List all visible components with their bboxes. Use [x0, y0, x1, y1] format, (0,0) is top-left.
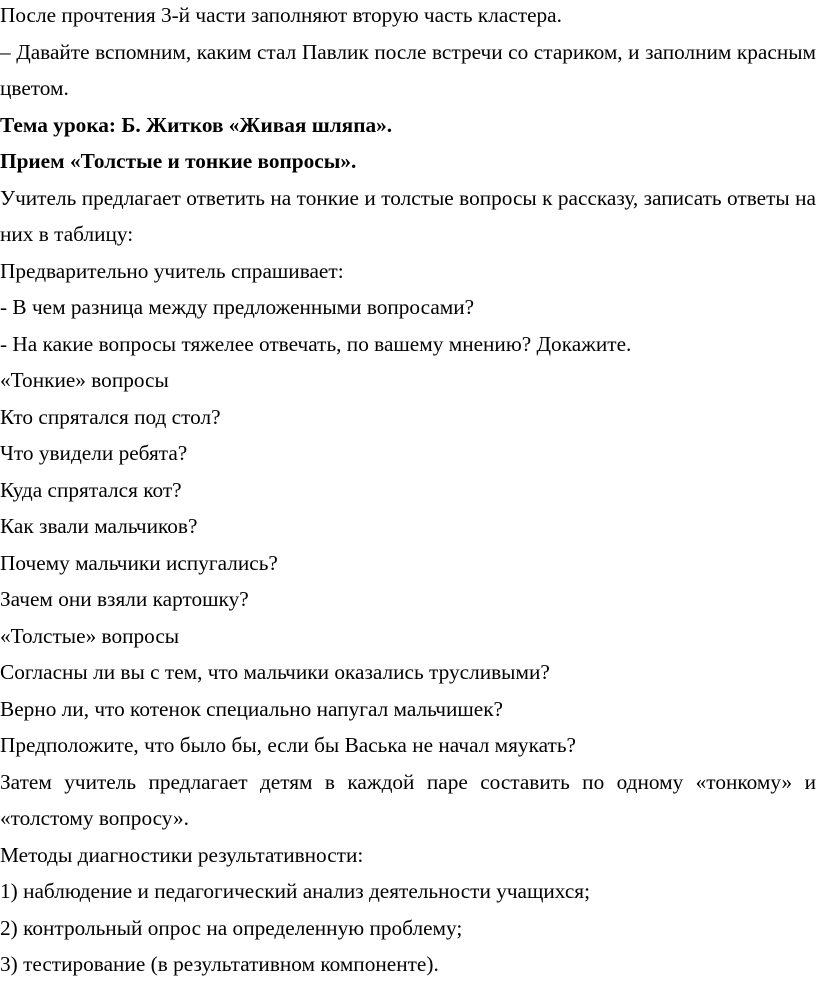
paragraph-teacher-asks: Предварительно учитель спрашивает: [0, 258, 344, 283]
thick-question-item: Предположите, что было бы, если бы Васька не начал мяукать? [0, 733, 576, 757]
paragraph-teacher-task: Учитель предлагает ответить на тонкие и толстые вопросы к рассказу, записать ответы на них в таблицу: [0, 185, 816, 246]
paragraph-pair-task: Затем учитель предлагает детям в каждой паре составить по одному «тонкому» и «толстому вопросу». [0, 769, 816, 830]
thick-question-item: Согласны ли вы с тем, что мальчики оказались трусливыми? [0, 660, 550, 684]
question-difference: - В чем разница между предложенными вопросами? [0, 295, 475, 319]
diagnostics-item: 1) наблюдение и педагогический анализ деятельности учащихся; [0, 879, 591, 903]
thin-question-item: Зачем они взяли картошку? [0, 587, 249, 611]
diagnostics-item: 3) тестирование (в результативном компоненте). [0, 952, 439, 976]
technique-heading: Прием «Толстые и тонкие вопросы». [0, 149, 357, 173]
diagnostics-heading: Методы диагностики результативности: [0, 842, 364, 867]
thin-question-item: Кто спрятался под стол? [0, 404, 221, 429]
lesson-topic-heading: Тема урока: Б. Житков «Живая шляпа». [0, 112, 393, 137]
diagnostics-item: 2) контрольный опрос на определенную проблему; [0, 915, 463, 940]
question-harder: - На какие вопросы тяжелее отвечать, по вашему мнению? Докажите. [0, 331, 632, 356]
thick-question-item: Верно ли, что котенок специально напугал мальчишек? [0, 696, 504, 721]
paragraph-remember-pavlik: – Давайте вспомним, каким стал Павлик после встречи со стариком, и заполним красным цветом. [0, 39, 816, 100]
thin-questions-heading: «Тонкие» вопросы [0, 368, 169, 392]
paragraph-cluster-fill: После прочтения 3-й части заполняют вторую часть кластера. [0, 3, 562, 27]
thick-questions-heading: «Толстые» вопросы [0, 623, 180, 648]
thin-question-item: Куда спрятался кот? [0, 477, 182, 502]
thin-question-item: Как звали мальчиков? [0, 514, 198, 538]
thin-question-item: Почему мальчики испугались? [0, 550, 278, 575]
thin-question-item: Что увидели ребята? [0, 441, 188, 465]
